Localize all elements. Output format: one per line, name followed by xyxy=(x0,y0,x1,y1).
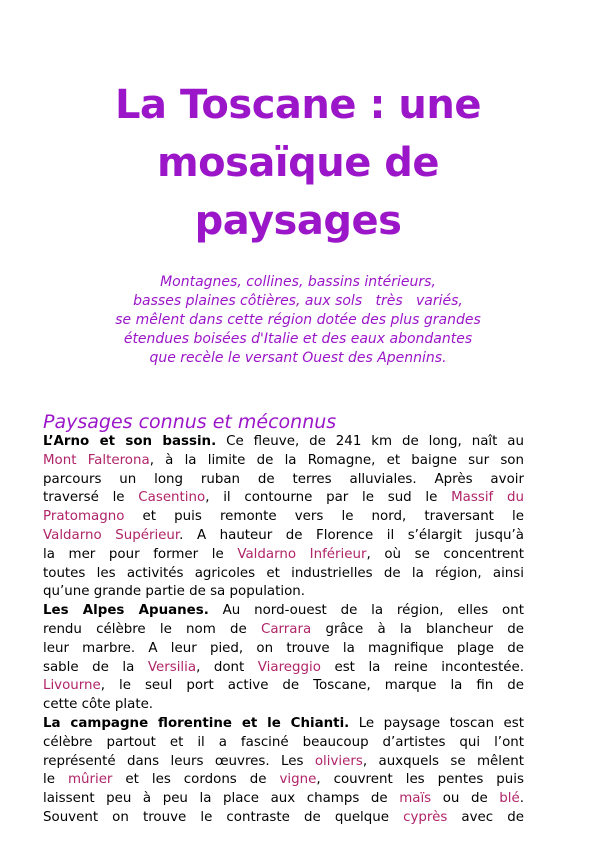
text-fragment: la mer pour former le xyxy=(43,546,238,562)
text-line xyxy=(43,489,524,508)
title-line: mosaïque de xyxy=(156,140,440,186)
term-link-murier[interactable]: mûrier xyxy=(67,772,113,788)
place-link-massif-pratomagno[interactable]: Massif du xyxy=(451,490,524,506)
body-text xyxy=(43,433,524,828)
text-fragment: , à la limite de la Romagne, et baigne sur son xyxy=(149,452,524,468)
text-fragment: . xyxy=(519,791,524,807)
text-line: leur marbre. A leur pied, on trouve la magnifique plage de xyxy=(43,640,524,656)
section-heading: Paysages connus et méconnus xyxy=(43,411,337,433)
text-fragment: Souvent on trouve le contraste de quelque xyxy=(43,809,404,825)
text-fragment: Ce fleuve, de 241 km de long, naît au xyxy=(216,434,524,449)
text-line xyxy=(43,753,524,772)
term-link-mais[interactable]: maïs xyxy=(399,791,432,807)
page-title xyxy=(60,76,536,250)
text-fragment: et puis remonte vers le nord, traversant le xyxy=(124,509,524,525)
text-fragment: le xyxy=(43,772,68,788)
text-line: toutes les activités agricoles et industrielles de la région, ainsi xyxy=(43,565,524,581)
text-fragment: laissent peu à peu la place aux champs de xyxy=(43,791,400,807)
title-line: paysages xyxy=(194,198,402,244)
text-fragment: , auxquels se mêlent xyxy=(362,753,524,769)
text-fragment: ou de xyxy=(431,791,500,807)
text-line xyxy=(43,659,524,678)
text-line xyxy=(43,771,524,790)
text-fragment: Au nord-ouest de la région, elles ont xyxy=(208,603,524,619)
text-fragment: représenté dans leurs œuvres. Les xyxy=(43,753,315,769)
text-fragment: , dont xyxy=(196,659,258,675)
paragraph-heading-campagne: La campagne florentine et le Chianti. xyxy=(43,715,350,731)
subtitle-line: Montagnes, collines, bassins intérieurs, xyxy=(160,274,436,290)
text-line: célèbre partout et il a fasciné beaucoup d’artistes qui l’ont xyxy=(43,734,524,750)
place-link-livourne[interactable]: Livourne xyxy=(43,678,101,694)
subtitle-intro xyxy=(40,273,556,368)
place-link-carrara[interactable]: Carrara xyxy=(260,621,312,637)
subtitle-line: se mêlent dans cette région dotée des plus grandes xyxy=(115,312,481,328)
subtitle-line: basses plaines côtières, aux sols très variés, xyxy=(133,293,463,309)
term-link-vigne[interactable]: vigne xyxy=(279,772,317,788)
term-link-oliviers[interactable]: oliviers xyxy=(314,753,363,769)
text-fragment: Le paysage toscan est xyxy=(349,715,524,731)
place-link-mont-falterona[interactable]: Mont Falterona xyxy=(43,452,150,468)
place-link-casentino[interactable]: Casentino xyxy=(138,490,206,506)
text-line xyxy=(43,621,524,640)
text-line: cette côte plate. xyxy=(43,697,154,713)
text-line xyxy=(43,527,524,546)
place-link-valdarno-inferieur[interactable]: Valdarno Inférieur xyxy=(237,546,367,562)
text-line: qu’une grande partie de sa population. xyxy=(43,584,306,600)
text-fragment: et les cordons de xyxy=(112,772,280,788)
text-line xyxy=(43,452,524,471)
text-fragment: rendu célèbre le nom de xyxy=(43,621,261,637)
place-link-valdarno-superieur[interactable]: Valdarno Supérieur xyxy=(43,527,180,543)
text-line xyxy=(43,433,524,452)
subtitle-line: que recèle le versant Ouest des Apennins. xyxy=(149,350,447,366)
text-fragment: grâce à la blancheur de xyxy=(311,621,524,637)
text-fragment: , couvrent les pentes puis xyxy=(316,772,524,788)
text-line: parcours un long ruban de terres alluviales. Après avoir xyxy=(43,471,524,487)
text-line xyxy=(43,715,524,734)
text-line xyxy=(43,546,524,565)
place-link-versilia[interactable]: Versilia xyxy=(147,659,197,675)
text-fragment: traversé le xyxy=(43,490,139,506)
term-link-ble[interactable]: blé xyxy=(499,791,520,807)
text-fragment: , il contourne par le sud le xyxy=(205,490,452,506)
text-fragment: . A hauteur de Florence il s’élargit jusqu’à xyxy=(179,527,524,543)
subtitle-line: étendues boisées d'Italie et des eaux abondantes xyxy=(123,331,473,347)
place-link-viareggio[interactable]: Viareggio xyxy=(257,659,321,675)
text-line xyxy=(43,677,524,696)
place-link-pratomagno[interactable]: Pratomagno xyxy=(43,509,125,525)
text-fragment: est la reine incontestée. xyxy=(320,659,524,675)
text-line xyxy=(43,508,524,527)
term-link-cypres[interactable]: cyprès xyxy=(403,809,448,825)
paragraph-heading-alpes: Les Alpes Apuanes. xyxy=(43,603,209,619)
text-fragment: , où se concentrent xyxy=(366,546,524,562)
title-line: La Toscane : une xyxy=(115,82,481,128)
text-line xyxy=(43,809,524,828)
text-fragment: avec de xyxy=(447,809,524,825)
text-line xyxy=(43,790,524,809)
paragraph-heading-arno: L’Arno et son bassin. xyxy=(43,434,217,449)
text-line xyxy=(43,602,524,621)
text-fragment: , le seul port active de Toscane, marque la fin de xyxy=(100,678,524,694)
text-fragment: sable de la xyxy=(43,659,148,675)
